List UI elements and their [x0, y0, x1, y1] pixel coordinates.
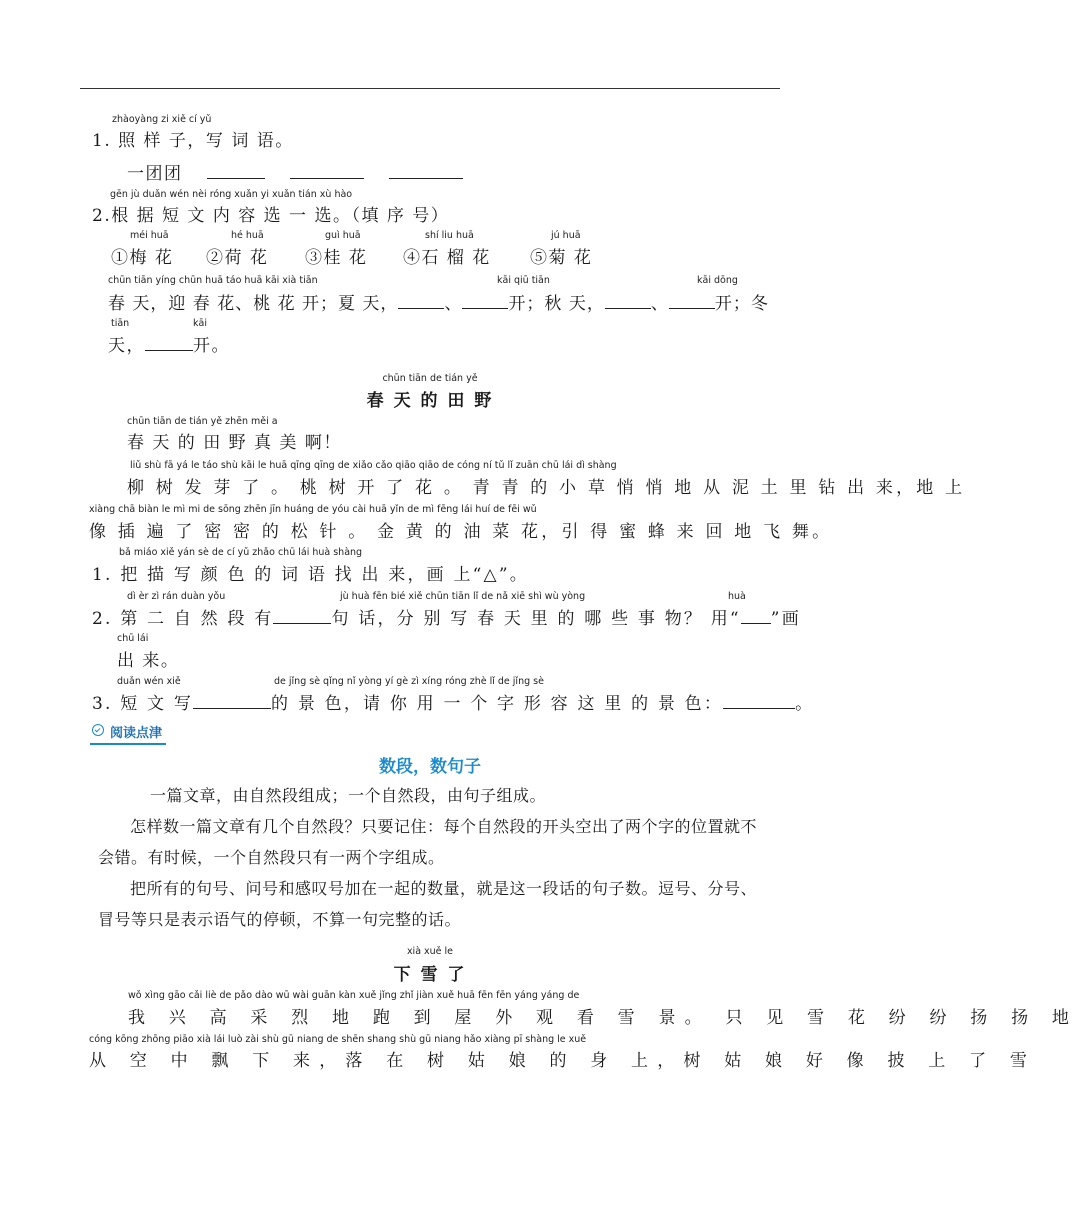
story1-p2: 柳 树 发 芽 了 。 桃 树 开 了 花 。 青 青 的 小 草 悄 悄 地 从 泥 土 里 钻 出 来，地 上	[127, 478, 966, 498]
s1q2-blank-mark[interactable]	[741, 609, 771, 624]
q2-opt1-pinyin: méi huā	[130, 230, 169, 241]
q1-blank-3[interactable]	[389, 164, 463, 179]
s1q3-c: 。	[795, 694, 815, 714]
story2-l2: 从 空 中 飘 下 来，落 在 树 姑 娘 的 身 上，树 姑 娘 好 像 披 上 了 雪	[89, 1051, 1037, 1071]
story1-title: 春 天 的 田 野	[366, 391, 494, 411]
q2-line2-a: 天，	[108, 336, 145, 356]
q1-text: 1. 照 样 子，写 词 语。	[92, 131, 294, 151]
q1-pinyin: zhàoyàng zi xiě cí yǔ	[112, 114, 212, 125]
q2-option-4: ④石 榴 花	[403, 248, 491, 268]
s1q2-c: ”画	[770, 609, 801, 629]
s1q1-pinyin: bǎ miáo xiě yán sè de cí yǔ zhǎo chū lái huà shàng	[119, 547, 363, 558]
s1q1-text: 1. 把 描 写 颜 色 的 词 语 找 出 来，画 上“△”。	[92, 565, 529, 585]
tips-p3: 把所有的句号、问号和感叹号加在一起的数量，就是这一段话的句子数。逗号、分号、冒号等只是表示语气的停顿，不算一句完整的话。	[98, 879, 758, 929]
q2-option-5: ⑤菊 花	[530, 248, 593, 268]
q2-line2-b: 开。	[193, 336, 230, 356]
q2-line2	[108, 331, 230, 356]
q2-blank-summer-2[interactable]	[462, 294, 508, 309]
q2-line1: 春 天，迎 春 花、桃 花 开；夏 天， 、 开；秋 天， 、 开；冬	[108, 294, 769, 314]
top-rule	[80, 88, 780, 89]
s1q2-pinyin-a: dì èr zì rán duàn yǒu	[127, 591, 226, 602]
reading-tips-label: 阅读点津	[110, 726, 163, 741]
story1-p2-pinyin: liǔ shù fā yá le táo shù kāi le huā qīng qīng de xiǎo cǎo qiāo qiāo de cóng ní tǔ lǐ zuān chū lái dì shàng	[130, 460, 617, 471]
story1-title-pinyin: chūn tiān de tián yě	[382, 373, 478, 384]
story1-p1-pinyin: chūn tiān de tián yě zhēn měi a	[127, 416, 278, 427]
q2-line2-pinyin-kai: kāi	[193, 318, 207, 329]
s1q2-b: 句 话，分 别 写 春 天 里 的 哪 些 事 物？ 用“	[331, 609, 741, 629]
s1q2-blank-count[interactable]	[273, 609, 331, 624]
q2-blank-summer-1[interactable]	[398, 294, 444, 309]
tips-p1: 一篇文章，由自然段组成；一个自然段，由句子组成。	[150, 786, 547, 805]
story1-p3: 像 插 遍 了 密 密 的 松 针 。 金 黄 的 油 菜 花，引 得 蜜 蜂 来 回 地 飞 舞。	[89, 522, 833, 542]
s1q2-a: 2. 第 二 自 然 段 有	[92, 609, 274, 629]
q1-example-word: 一团团	[127, 164, 183, 184]
q2-line2-pinyin-tian: tiān	[111, 318, 130, 329]
q2-opt5-pinyin: jú huā	[551, 230, 581, 241]
story2-l1: 我 兴 高 采 烈 地 跑 到 屋 外 观 看 雪 景。 只 见 雪 花 纷 纷 扬 扬 地	[128, 1008, 1078, 1028]
reading-tips-tag	[90, 722, 166, 745]
s1q2-cont-pinyin: chū lái	[117, 633, 149, 644]
q2-blank-autumn-2[interactable]	[669, 294, 715, 309]
s1q3-a: 3. 短 文 写	[92, 694, 194, 714]
s1q2-cont: 出 来。	[117, 651, 180, 671]
q1-blank-2[interactable]	[290, 164, 364, 179]
tips-p2: 怎样数一篇文章有几个自然段？只要记住：每个自然段的开头空出了两个字的位置就不会错。有时候，一个自然段只有一两个字组成。	[98, 817, 758, 867]
s1q2-pinyin-b: jù huà fēn bié xiě chūn tiān lǐ de nǎ xiē shì wù yòng	[340, 591, 586, 602]
story1-p1: 春 天 的 田 野 真 美 啊！	[127, 433, 342, 453]
tips-title: 数段，数句子	[379, 757, 481, 777]
q2-option-3: ③桂 花	[305, 248, 368, 268]
q2-opt2-pinyin: hé huā	[231, 230, 264, 241]
story1-p3-pinyin: xiàng chā biàn le mì mi de sōng zhēn jīn huáng de yóu cài huā yǐn de mì fēng lái huí de fēi wǔ	[89, 504, 537, 515]
check-circle-icon	[92, 724, 104, 736]
story2-title: 下 雪 了	[393, 965, 467, 985]
q2-opt4-pinyin: shí liu huā	[425, 230, 474, 241]
q2-line1-pinyin: chūn tiān yíng chūn huā táo huā kāi xià tiān	[108, 275, 318, 286]
s1q3-blank-word[interactable]	[723, 694, 795, 709]
q2-option-2: ②荷 花	[206, 248, 269, 268]
q2-line1-c: 开；冬	[714, 294, 769, 314]
q2-pinyin: gēn jù duǎn wén nèi róng xuǎn yi xuǎn tián xù hào	[110, 189, 353, 200]
q2-blank-winter[interactable]	[145, 336, 193, 351]
q2-text: 2.根 据 短 文 内 容 选 一 选。（填 序 号）	[92, 206, 450, 226]
story2-title-pinyin: xià xuě le	[406, 946, 454, 957]
s1q3-text	[92, 689, 814, 714]
q2-line1-a: 春 天，迎 春 花、桃 花 开；夏 天，	[108, 294, 399, 314]
q2-line1-pinyin-kai: kāi qiū tiān	[497, 275, 550, 286]
q1-example	[127, 159, 463, 184]
s1q2-text	[92, 604, 801, 629]
s1q2-pinyin-c: huà	[728, 591, 746, 602]
story2-l2-pinyin: cóng kōng zhōng piāo xià lái luò zài shù gū niang de shēn shang shù gū niang hǎo xiàng pī shàng le xuě	[89, 1034, 587, 1045]
q2-blank-autumn-1[interactable]	[605, 294, 651, 309]
s1q3-pinyin-a: duǎn wén xiě	[117, 676, 181, 687]
s1q3-blank-scene[interactable]	[193, 694, 271, 709]
s1q3-pinyin-b: de jǐng sè qǐng nǐ yòng yí gè zì xíng róng zhè lǐ de jǐng sè	[274, 676, 544, 687]
q2-line1-pinyin-kaidong: kāi dōng	[697, 275, 738, 286]
story2-l1-pinyin: wǒ xìng gāo cǎi liè de pǎo dào wū wài guān kàn xuě jǐng zhǐ jiàn xuě huā fēn fēn yáng yáng de	[128, 990, 580, 1001]
q2-line1-b: 开；秋 天，	[508, 294, 605, 314]
s1q3-b: 的 景 色，请 你 用 一 个 字 形 容 这 里 的 景 色：	[271, 694, 724, 714]
q2-opt3-pinyin: guì huā	[325, 230, 361, 241]
q1-blank-1[interactable]	[207, 164, 265, 179]
q2-option-1: ①梅 花	[111, 248, 174, 268]
